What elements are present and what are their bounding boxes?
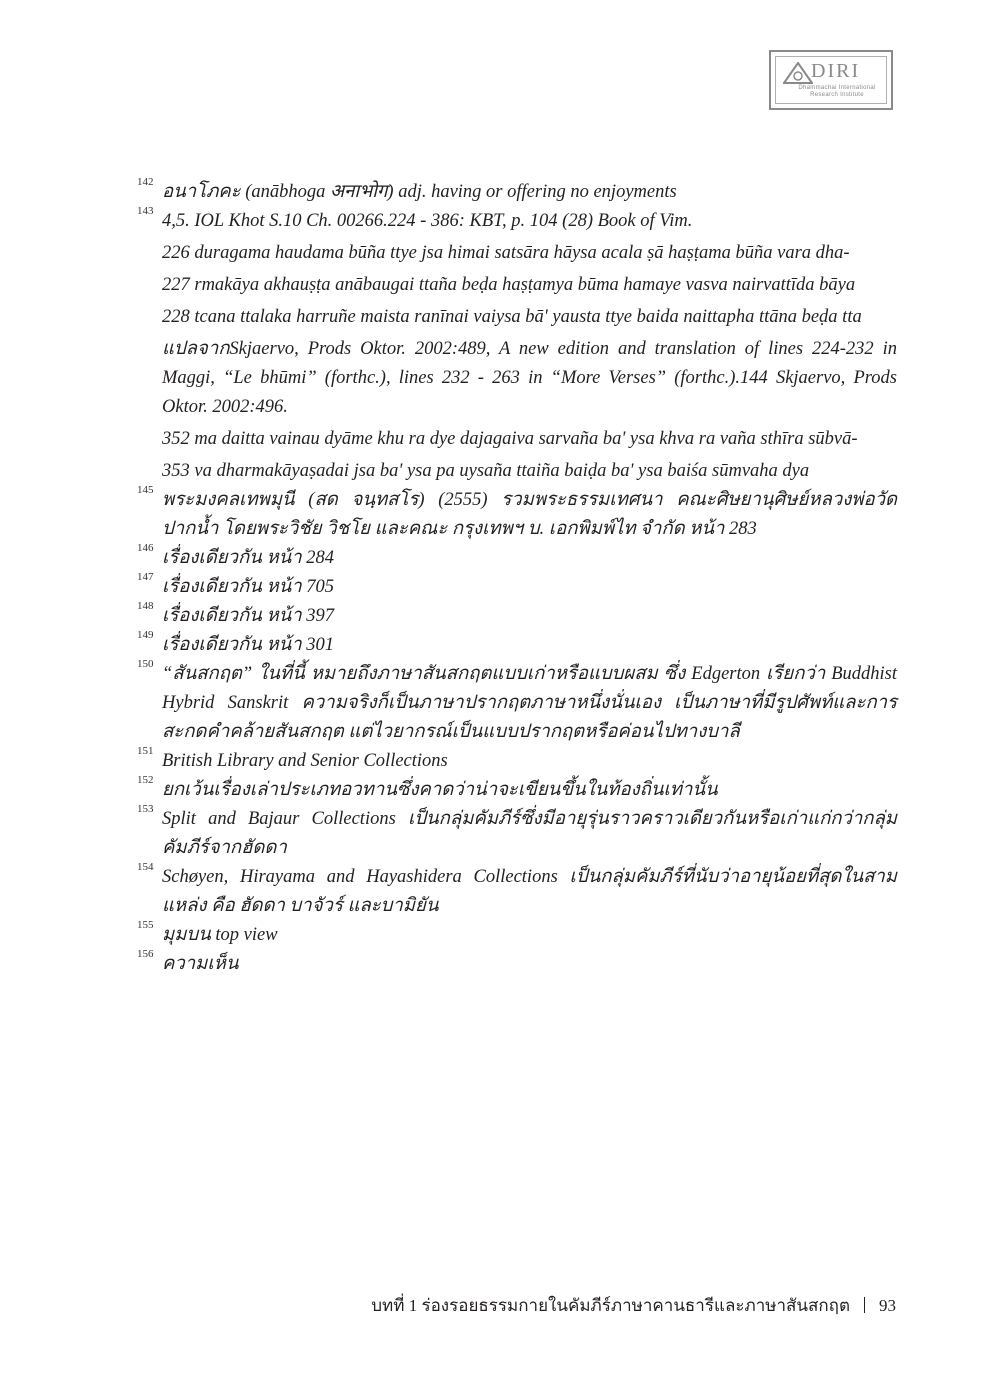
footnote-number: 152 — [137, 774, 154, 786]
logo-subtitle-line2: Research Institute — [810, 92, 864, 98]
khotanese-line-226: 226 duragama haudama būña ttye jsa himai satsāra hāysa acala ṣā haṣṭama būña vara dha- — [162, 243, 850, 263]
footnote-154 — [137, 863, 897, 921]
chapter-title: บทที่ 1 ร่องรอยธรรมกายในคัมภีร์ภาษาคานธารีและภาษาสันสกฤต — [371, 1296, 850, 1315]
footnote-text: มุมบน top view — [162, 925, 278, 945]
dhammachai-emblem-icon — [783, 62, 813, 84]
footnote-text: “สันสกฤต” ในที่นี้ หมายถึงภาษาสันสกฤตแบบเก่าหรือแบบผสม ซึ่ง Edgerton เรียกว่า Buddhist Hybrid Sanskrit ความจริงก็เป็นภาษาปรากฤตภาษาหนึ่งนั่นเอง เป็นภาษาที่มีรูปศัพท์และการสะกดคำคล้ายสันสกฤต แต่ไวยากรณ์เป็นแบบปรากฤตหรือค่อนไปทางบาลี — [162, 664, 897, 742]
footnote-text: 4,5. IOL Khot S.10 Ch. 00266.224 - 386: KBT, p. 104 (28) Book of Vim. — [162, 211, 693, 231]
footnote-156 — [137, 950, 897, 979]
footnote-text: Split and Bajaur Collections เป็นกลุ่มคัมภีร์ซึ่งมีอายุรุ่นราวคราวเดียวกันหรือเก่าแก่กว่ากลุ่มคัมภีร์จากฮัดดา — [162, 809, 897, 858]
footnote-text: อนาโภคะ (anābhoga अनाभोग) adj. having or offering no enjoyments — [162, 182, 677, 202]
footnote-146 — [137, 544, 897, 573]
khotanese-line-353: 353 va dharmakāyaṣadai jsa ba' ysa pa uysaña ttaiña baiḍa ba' ysa baiśa sūmvaha dya — [162, 461, 810, 481]
footnotes-block — [137, 178, 897, 979]
page-footer — [371, 1292, 896, 1319]
logo-title: DIRI — [811, 60, 861, 82]
footnote-number: 151 — [137, 745, 154, 757]
footnote-number: 142 — [137, 176, 154, 188]
footnote-number: 146 — [137, 542, 154, 554]
footnote-number: 154 — [137, 861, 154, 873]
footnote-149 — [137, 631, 897, 660]
khotanese-line-228: 228 tcana ttalaka harruñe maista ranīnai vaiysa bā' yausta ttye baida naittapha ttāna beḍa tta — [162, 307, 862, 327]
footnote-number: 145 — [137, 484, 154, 496]
footnote-number: 153 — [137, 803, 154, 815]
footnote-text: Schøyen, Hirayama and Hayashidera Collections เป็นกลุ่มคัมภีร์ที่นับว่าอายุน้อยที่สุดในสามแหล่ง คือ ฮัดดา บาจัวร์ และบามิยัน — [162, 867, 897, 916]
footnote-150 — [137, 660, 897, 747]
logo-subtitle-line1: Dhammachai International — [798, 85, 876, 91]
footnote-number: 150 — [137, 658, 154, 670]
footnote-text: ความเห็น — [162, 954, 239, 974]
footnote-number: 143 — [137, 205, 154, 217]
footnote-number: 149 — [137, 629, 154, 641]
translation-source: แปลจากSkjaervo, Prods Oktor. 2002:489, A new edition and translation of lines 224-232 in Maggi, “Le bhūmi” (forthc.), lines 232 - 263 in “More Verses” (forthc.).144 Skjaervo, Prods Oktor. 2002:496. — [162, 339, 897, 417]
footnote-text: ยกเว้นเรื่องเล่าประเภทอวทานซึ่งคาดว่าน่าจะเขียนขึ้นในท้องถิ่นเท่านั้น — [162, 780, 718, 800]
footnote-147 — [137, 573, 897, 602]
footnote-text: เรื่องเดียวกัน หน้า 705 — [162, 577, 335, 597]
footnote-142 — [137, 178, 897, 207]
footnote-number: 147 — [137, 571, 154, 583]
footnote-151 — [137, 747, 897, 776]
footnote-153 — [137, 805, 897, 863]
logo-subtitle — [787, 85, 887, 99]
footnote-148 — [137, 602, 897, 631]
footnote-number: 155 — [137, 919, 154, 931]
footnote-text: เรื่องเดียวกัน หน้า 301 — [162, 635, 335, 655]
footnote-text: เรื่องเดียวกัน หน้า 284 — [162, 548, 335, 568]
page-number: 93 — [879, 1296, 896, 1315]
footnote-number: 156 — [137, 948, 154, 960]
footer-divider — [864, 1297, 865, 1313]
khotanese-line-227: 227 rmakāya akhauṣṭa anābaugai ttaña beḍa haṣṭamya būma hamaye vasva nairvattīda bāya — [162, 275, 856, 295]
footnote-text: พระมงคลเทพมุนี (สด จนฺทสโร) (2555) รวมพระธรรมเทศนา คณะศิษยานุศิษย์หลวงพ่อวัดปากน้ำ โดยพระวิชัย วิชโย และคณะ กรุงเทพฯ บ. เอกพิมพ์ไท จำกัด หน้า 283 — [162, 490, 897, 539]
footnote-text: British Library and Senior Collections — [162, 751, 448, 771]
footnote-text: เรื่องเดียวกัน หน้า 397 — [162, 606, 335, 626]
footnote-145 — [137, 486, 897, 544]
footnote-155 — [137, 921, 897, 950]
khotanese-line-352: 352 ma daitta vainau dyāme khu ra dye dajagaiva sarvaña ba' ysa khva ra vaña sthīra sūbvā- — [162, 429, 858, 449]
diri-logo — [769, 50, 893, 110]
footnote-152 — [137, 776, 897, 805]
footnote-143 — [137, 207, 897, 236]
footnote-number: 148 — [137, 600, 154, 612]
